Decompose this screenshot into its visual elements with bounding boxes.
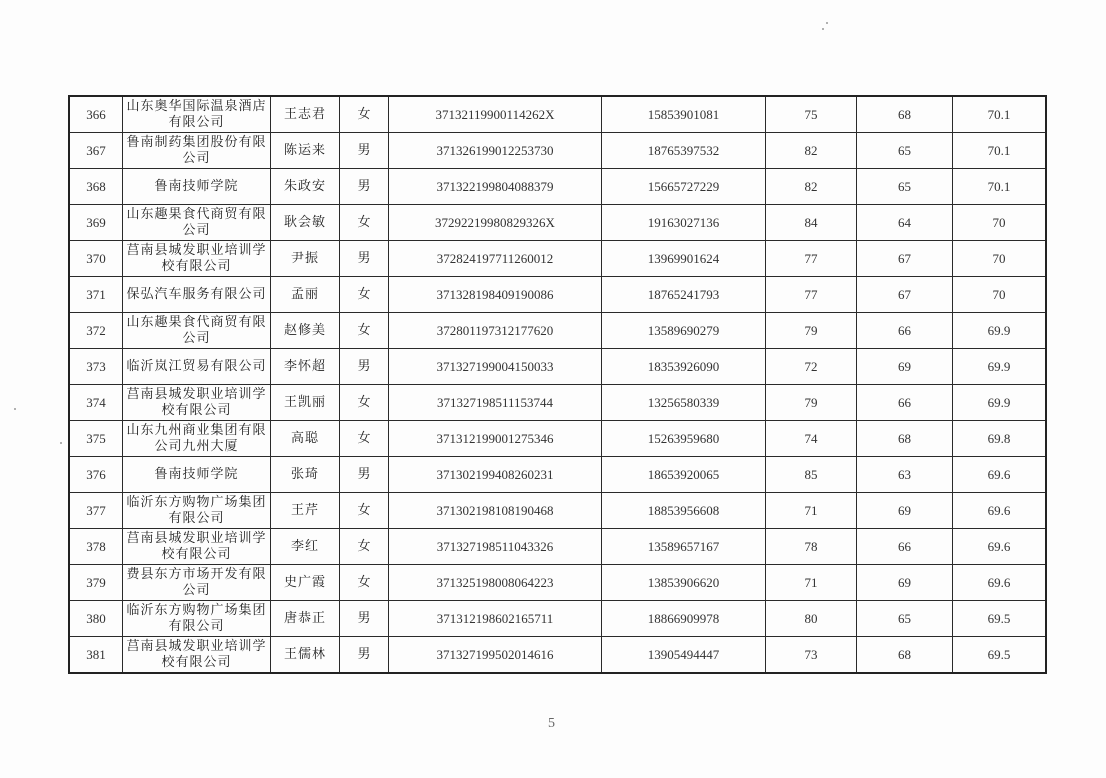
- id-number-cell: 37292219980829326X: [389, 205, 602, 241]
- phone-cell: 19163027136: [602, 205, 766, 241]
- total-score-cell: 69.6: [953, 529, 1047, 565]
- score1-cell: 82: [766, 133, 857, 169]
- score2-cell: 66: [857, 529, 953, 565]
- score2-cell: 66: [857, 385, 953, 421]
- id-number-cell: 37132119900114262X: [389, 96, 602, 133]
- gender-cell: 男: [340, 637, 389, 674]
- gender-cell: 女: [340, 421, 389, 457]
- score1-cell: 75: [766, 96, 857, 133]
- table-row: [69, 205, 1046, 241]
- scan-speck: [822, 28, 824, 30]
- name-cell: 尹振: [271, 241, 340, 277]
- score1-cell: 79: [766, 385, 857, 421]
- id-number-cell: 371326199012253730: [389, 133, 602, 169]
- table-row: [69, 565, 1046, 601]
- table-row: [69, 349, 1046, 385]
- table-row: [69, 601, 1046, 637]
- gender-cell: 女: [340, 565, 389, 601]
- score2-cell: 65: [857, 169, 953, 205]
- total-score-cell: 69.6: [953, 565, 1047, 601]
- phone-cell: 13589657167: [602, 529, 766, 565]
- name-cell: 朱政安: [271, 169, 340, 205]
- scan-speck: [14, 408, 16, 410]
- organization-cell: 临沂岚江贸易有限公司: [123, 349, 271, 385]
- scan-speck: [60, 442, 62, 444]
- score2-cell: 65: [857, 133, 953, 169]
- organization-cell: 费县东方市场开发有限公司: [123, 565, 271, 601]
- score2-cell: 67: [857, 277, 953, 313]
- row-index-cell: 366: [69, 96, 123, 133]
- name-cell: 唐恭正: [271, 601, 340, 637]
- phone-cell: 15263959680: [602, 421, 766, 457]
- score1-cell: 74: [766, 421, 857, 457]
- organization-cell: 山东趣果食代商贸有限公司: [123, 313, 271, 349]
- table-row: [69, 169, 1046, 205]
- total-score-cell: 70: [953, 241, 1047, 277]
- id-number-cell: 371302198108190468: [389, 493, 602, 529]
- name-cell: 王凯丽: [271, 385, 340, 421]
- table-row: [69, 385, 1046, 421]
- total-score-cell: 70.1: [953, 169, 1047, 205]
- name-cell: 高聪: [271, 421, 340, 457]
- phone-cell: 13256580339: [602, 385, 766, 421]
- phone-cell: 13853906620: [602, 565, 766, 601]
- score1-cell: 77: [766, 277, 857, 313]
- total-score-cell: 70: [953, 277, 1047, 313]
- id-number-cell: 371312199001275346: [389, 421, 602, 457]
- gender-cell: 男: [340, 169, 389, 205]
- name-cell: 王志君: [271, 96, 340, 133]
- name-cell: 张琦: [271, 457, 340, 493]
- gender-cell: 女: [340, 313, 389, 349]
- total-score-cell: 69.9: [953, 313, 1047, 349]
- table-row: [69, 313, 1046, 349]
- score1-cell: 72: [766, 349, 857, 385]
- score2-cell: 68: [857, 637, 953, 674]
- table-row: [69, 96, 1046, 133]
- score2-cell: 64: [857, 205, 953, 241]
- total-score-cell: 69.8: [953, 421, 1047, 457]
- row-index-cell: 380: [69, 601, 123, 637]
- organization-cell: 山东奥华国际温泉酒店有限公司: [123, 96, 271, 133]
- score2-cell: 69: [857, 493, 953, 529]
- score1-cell: 84: [766, 205, 857, 241]
- row-index-cell: 371: [69, 277, 123, 313]
- id-number-cell: 371327199004150033: [389, 349, 602, 385]
- row-index-cell: 372: [69, 313, 123, 349]
- gender-cell: 女: [340, 493, 389, 529]
- score1-cell: 73: [766, 637, 857, 674]
- scan-speck: [826, 22, 828, 24]
- row-index-cell: 377: [69, 493, 123, 529]
- id-number-cell: 371302199408260231: [389, 457, 602, 493]
- row-index-cell: 373: [69, 349, 123, 385]
- score2-cell: 67: [857, 241, 953, 277]
- score2-cell: 65: [857, 601, 953, 637]
- id-number-cell: 372824197711260012: [389, 241, 602, 277]
- row-index-cell: 379: [69, 565, 123, 601]
- id-number-cell: 372801197312177620: [389, 313, 602, 349]
- table-row: [69, 133, 1046, 169]
- total-score-cell: 70: [953, 205, 1047, 241]
- row-index-cell: 367: [69, 133, 123, 169]
- score1-cell: 79: [766, 313, 857, 349]
- total-score-cell: 69.9: [953, 349, 1047, 385]
- row-index-cell: 368: [69, 169, 123, 205]
- phone-cell: 18765241793: [602, 277, 766, 313]
- phone-cell: 13969901624: [602, 241, 766, 277]
- name-cell: 王芹: [271, 493, 340, 529]
- name-cell: 王儒林: [271, 637, 340, 674]
- phone-cell: 13905494447: [602, 637, 766, 674]
- id-number-cell: 371327199502014616: [389, 637, 602, 674]
- row-index-cell: 374: [69, 385, 123, 421]
- phone-cell: 18353926090: [602, 349, 766, 385]
- phone-cell: 15853901081: [602, 96, 766, 133]
- organization-cell: 临沂东方购物广场集团有限公司: [123, 601, 271, 637]
- score1-cell: 80: [766, 601, 857, 637]
- name-cell: 赵修美: [271, 313, 340, 349]
- organization-cell: 临沂东方购物广场集团有限公司: [123, 493, 271, 529]
- table-row: [69, 529, 1046, 565]
- id-number-cell: 371327198511043326: [389, 529, 602, 565]
- row-index-cell: 369: [69, 205, 123, 241]
- total-score-cell: 70.1: [953, 96, 1047, 133]
- table-row: [69, 637, 1046, 674]
- gender-cell: 男: [340, 601, 389, 637]
- row-index-cell: 370: [69, 241, 123, 277]
- score1-cell: 71: [766, 565, 857, 601]
- organization-cell: 鲁南制药集团股份有限公司: [123, 133, 271, 169]
- id-number-cell: 371322199804088379: [389, 169, 602, 205]
- organization-cell: 山东趣果食代商贸有限公司: [123, 205, 271, 241]
- total-score-cell: 69.6: [953, 493, 1047, 529]
- total-score-cell: 69.5: [953, 601, 1047, 637]
- gender-cell: 女: [340, 205, 389, 241]
- total-score-cell: 70.1: [953, 133, 1047, 169]
- organization-cell: 莒南县城发职业培训学校有限公司: [123, 241, 271, 277]
- score1-cell: 71: [766, 493, 857, 529]
- phone-cell: 18765397532: [602, 133, 766, 169]
- phone-cell: 15665727229: [602, 169, 766, 205]
- phone-cell: 18866909978: [602, 601, 766, 637]
- score1-cell: 82: [766, 169, 857, 205]
- id-number-cell: 371312198602165711: [389, 601, 602, 637]
- gender-cell: 男: [340, 457, 389, 493]
- score2-cell: 69: [857, 349, 953, 385]
- organization-cell: 莒南县城发职业培训学校有限公司: [123, 385, 271, 421]
- organization-cell: 鲁南技师学院: [123, 457, 271, 493]
- name-cell: 史广霞: [271, 565, 340, 601]
- organization-cell: 保弘汽车服务有限公司: [123, 277, 271, 313]
- row-index-cell: 376: [69, 457, 123, 493]
- gender-cell: 女: [340, 385, 389, 421]
- name-cell: 陈运来: [271, 133, 340, 169]
- gender-cell: 男: [340, 241, 389, 277]
- total-score-cell: 69.6: [953, 457, 1047, 493]
- table-row: [69, 457, 1046, 493]
- id-number-cell: 371325198008064223: [389, 565, 602, 601]
- phone-cell: 18653920065: [602, 457, 766, 493]
- gender-cell: 女: [340, 529, 389, 565]
- roster-table-body: [69, 96, 1046, 673]
- row-index-cell: 378: [69, 529, 123, 565]
- score1-cell: 85: [766, 457, 857, 493]
- gender-cell: 女: [340, 277, 389, 313]
- name-cell: 孟丽: [271, 277, 340, 313]
- score2-cell: 66: [857, 313, 953, 349]
- score1-cell: 78: [766, 529, 857, 565]
- id-number-cell: 371327198511153744: [389, 385, 602, 421]
- roster-table: [68, 95, 1047, 674]
- total-score-cell: 69.9: [953, 385, 1047, 421]
- name-cell: 李红: [271, 529, 340, 565]
- table-row: [69, 277, 1046, 313]
- score2-cell: 69: [857, 565, 953, 601]
- page-number: 5: [548, 716, 555, 731]
- phone-cell: 18853956608: [602, 493, 766, 529]
- gender-cell: 女: [340, 96, 389, 133]
- phone-cell: 13589690279: [602, 313, 766, 349]
- id-number-cell: 371328198409190086: [389, 277, 602, 313]
- name-cell: 李怀超: [271, 349, 340, 385]
- organization-cell: 山东九州商业集团有限公司九州大厦: [123, 421, 271, 457]
- score2-cell: 63: [857, 457, 953, 493]
- table-row: [69, 241, 1046, 277]
- table-row: [69, 493, 1046, 529]
- score1-cell: 77: [766, 241, 857, 277]
- name-cell: 耿会敏: [271, 205, 340, 241]
- organization-cell: 莒南县城发职业培训学校有限公司: [123, 637, 271, 674]
- gender-cell: 男: [340, 349, 389, 385]
- organization-cell: 莒南县城发职业培训学校有限公司: [123, 529, 271, 565]
- total-score-cell: 69.5: [953, 637, 1047, 674]
- row-index-cell: 375: [69, 421, 123, 457]
- score2-cell: 68: [857, 421, 953, 457]
- score2-cell: 68: [857, 96, 953, 133]
- row-index-cell: 381: [69, 637, 123, 674]
- gender-cell: 男: [340, 133, 389, 169]
- table-row: [69, 421, 1046, 457]
- organization-cell: 鲁南技师学院: [123, 169, 271, 205]
